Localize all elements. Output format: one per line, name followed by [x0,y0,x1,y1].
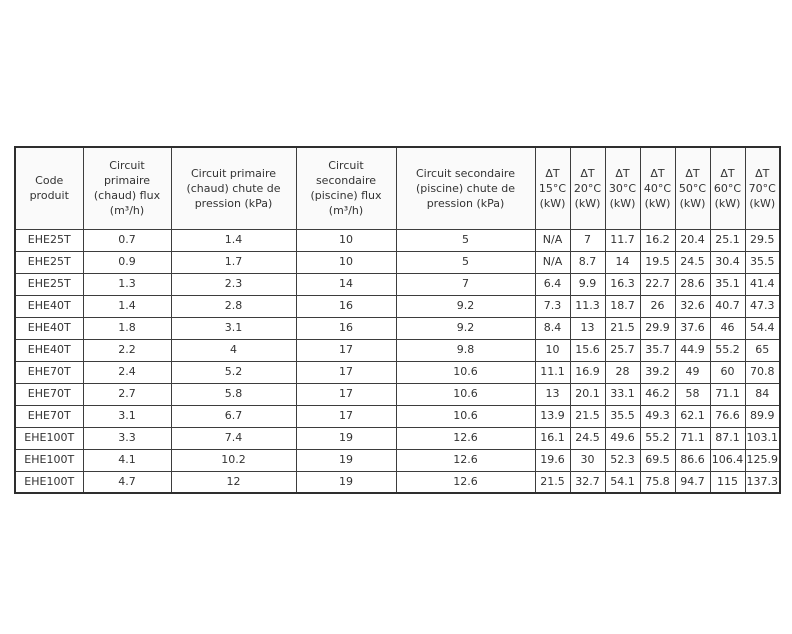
value-cell: 7.4 [171,427,296,449]
value-cell: 9.9 [570,273,605,295]
value-cell: 22.7 [640,273,675,295]
value-cell: 35.1 [710,273,745,295]
value-cell: 32.7 [570,471,605,493]
value-cell: 16.3 [605,273,640,295]
value-cell: 26 [640,295,675,317]
value-cell: 103.1 [745,427,780,449]
value-cell: 6.7 [171,405,296,427]
value-cell: 54.1 [605,471,640,493]
value-cell: 33.1 [605,383,640,405]
product-code-cell: EHE100T [15,449,83,471]
value-cell: 76.6 [710,405,745,427]
value-cell: 14 [296,273,396,295]
table-header [15,147,780,229]
product-code-cell: EHE70T [15,383,83,405]
value-cell: 17 [296,339,396,361]
value-cell: 58 [675,383,710,405]
value-cell: 29.9 [640,317,675,339]
value-cell: 89.9 [745,405,780,427]
value-cell: 1.4 [171,229,296,251]
value-cell: 4 [171,339,296,361]
value-cell: 6.4 [535,273,570,295]
table-row [15,405,780,427]
value-cell: 19.5 [640,251,675,273]
value-cell: 94.7 [675,471,710,493]
delta-t-column-header: ΔT 70°C (kW) [745,147,780,229]
delta-t-column-header: ΔT 15°C (kW) [535,147,570,229]
value-cell: 13 [535,383,570,405]
value-cell: 37.6 [675,317,710,339]
value-cell: 32.6 [675,295,710,317]
value-cell: 7 [396,273,535,295]
value-cell: 86.6 [675,449,710,471]
value-cell: 2.8 [171,295,296,317]
value-cell: 28.6 [675,273,710,295]
value-cell: 12.6 [396,449,535,471]
value-cell: 41.4 [745,273,780,295]
value-cell: 9.8 [396,339,535,361]
value-cell: 35.5 [605,405,640,427]
value-cell: 71.1 [675,427,710,449]
value-cell: 8.4 [535,317,570,339]
value-cell: 30.4 [710,251,745,273]
value-cell: 13 [570,317,605,339]
value-cell: 11.1 [535,361,570,383]
value-cell: N/A [535,229,570,251]
value-cell: 29.5 [745,229,780,251]
column-header: Circuit secondaire (piscine) flux (m³/h) [296,147,396,229]
value-cell: 10 [296,251,396,273]
value-cell: 20.4 [675,229,710,251]
value-cell: 35.7 [640,339,675,361]
value-cell: 1.8 [83,317,171,339]
table-row [15,339,780,361]
value-cell: 10.6 [396,405,535,427]
value-cell: 71.1 [710,383,745,405]
value-cell: 54.4 [745,317,780,339]
table-row [15,471,780,493]
value-cell: 11.7 [605,229,640,251]
value-cell: 10.2 [171,449,296,471]
value-cell: 12.6 [396,427,535,449]
value-cell: 20.1 [570,383,605,405]
value-cell: 10 [535,339,570,361]
product-code-cell: EHE100T [15,427,83,449]
value-cell: 24.5 [570,427,605,449]
value-cell: 125.9 [745,449,780,471]
value-cell: 19.6 [535,449,570,471]
value-cell: 12 [171,471,296,493]
value-cell: 16.9 [570,361,605,383]
value-cell: 49.6 [605,427,640,449]
value-cell: 1.3 [83,273,171,295]
value-cell: 11.3 [570,295,605,317]
value-cell: 8.7 [570,251,605,273]
value-cell: 16.2 [640,229,675,251]
value-cell: 19 [296,471,396,493]
value-cell: 5 [396,251,535,273]
column-header: Circuit primaire (chaud) chute de pression (kPa) [171,147,296,229]
value-cell: 21.5 [605,317,640,339]
value-cell: 15.6 [570,339,605,361]
value-cell: 0.9 [83,251,171,273]
table-row [15,229,780,251]
product-code-cell: EHE40T [15,339,83,361]
value-cell: 3.1 [171,317,296,339]
value-cell: 47.3 [745,295,780,317]
product-code-cell: EHE70T [15,405,83,427]
value-cell: 1.4 [83,295,171,317]
value-cell: 55.2 [710,339,745,361]
value-cell: 19 [296,427,396,449]
table-row [15,295,780,317]
value-cell: 5 [396,229,535,251]
value-cell: 2.2 [83,339,171,361]
product-code-cell: EHE70T [15,361,83,383]
table-row [15,361,780,383]
value-cell: 17 [296,383,396,405]
value-cell: 10.6 [396,383,535,405]
table-row [15,427,780,449]
value-cell: 4.1 [83,449,171,471]
product-code-cell: EHE25T [15,229,83,251]
value-cell: 137.3 [745,471,780,493]
product-code-cell: EHE40T [15,317,83,339]
value-cell: 5.2 [171,361,296,383]
table-row [15,449,780,471]
value-cell: 3.1 [83,405,171,427]
table-row [15,383,780,405]
delta-t-column-header: ΔT 40°C (kW) [640,147,675,229]
value-cell: 9.2 [396,295,535,317]
table-row [15,273,780,295]
value-cell: 60 [710,361,745,383]
value-cell: 70.8 [745,361,780,383]
product-code-cell: EHE100T [15,471,83,493]
value-cell: 21.5 [535,471,570,493]
value-cell: 62.1 [675,405,710,427]
value-cell: 69.5 [640,449,675,471]
value-cell: 2.4 [83,361,171,383]
table-header-row [15,147,780,229]
column-header: Circuit secondaire (piscine) chute de pression (kPa) [396,147,535,229]
value-cell: 46.2 [640,383,675,405]
product-code-cell: EHE25T [15,273,83,295]
value-cell: 40.7 [710,295,745,317]
value-cell: 14 [605,251,640,273]
value-cell: 21.5 [570,405,605,427]
value-cell: 30 [570,449,605,471]
value-cell: 25.1 [710,229,745,251]
value-cell: 115 [710,471,745,493]
product-code-cell: EHE25T [15,251,83,273]
value-cell: 0.7 [83,229,171,251]
product-code-cell: EHE40T [15,295,83,317]
value-cell: 46 [710,317,745,339]
value-cell: 55.2 [640,427,675,449]
column-header: Circuit primaire (chaud) flux (m³/h) [83,147,171,229]
value-cell: N/A [535,251,570,273]
value-cell: 10.6 [396,361,535,383]
value-cell: 9.2 [396,317,535,339]
value-cell: 16 [296,317,396,339]
value-cell: 35.5 [745,251,780,273]
value-cell: 84 [745,383,780,405]
value-cell: 52.3 [605,449,640,471]
value-cell: 7 [570,229,605,251]
value-cell: 17 [296,405,396,427]
delta-t-column-header: ΔT 30°C (kW) [605,147,640,229]
value-cell: 2.3 [171,273,296,295]
column-header: Code produit [15,147,83,229]
value-cell: 3.3 [83,427,171,449]
table-row [15,251,780,273]
value-cell: 25.7 [605,339,640,361]
product-spec-table [14,146,781,494]
value-cell: 87.1 [710,427,745,449]
table-body [15,229,780,493]
value-cell: 12.6 [396,471,535,493]
value-cell: 2.7 [83,383,171,405]
value-cell: 17 [296,361,396,383]
table-row [15,317,780,339]
value-cell: 1.7 [171,251,296,273]
value-cell: 16 [296,295,396,317]
value-cell: 10 [296,229,396,251]
value-cell: 49.3 [640,405,675,427]
value-cell: 39.2 [640,361,675,383]
value-cell: 16.1 [535,427,570,449]
value-cell: 7.3 [535,295,570,317]
value-cell: 13.9 [535,405,570,427]
value-cell: 4.7 [83,471,171,493]
delta-t-column-header: ΔT 50°C (kW) [675,147,710,229]
delta-t-column-header: ΔT 60°C (kW) [710,147,745,229]
value-cell: 106.4 [710,449,745,471]
value-cell: 44.9 [675,339,710,361]
value-cell: 28 [605,361,640,383]
value-cell: 5.8 [171,383,296,405]
value-cell: 18.7 [605,295,640,317]
value-cell: 19 [296,449,396,471]
value-cell: 49 [675,361,710,383]
value-cell: 24.5 [675,251,710,273]
value-cell: 65 [745,339,780,361]
value-cell: 75.8 [640,471,675,493]
delta-t-column-header: ΔT 20°C (kW) [570,147,605,229]
